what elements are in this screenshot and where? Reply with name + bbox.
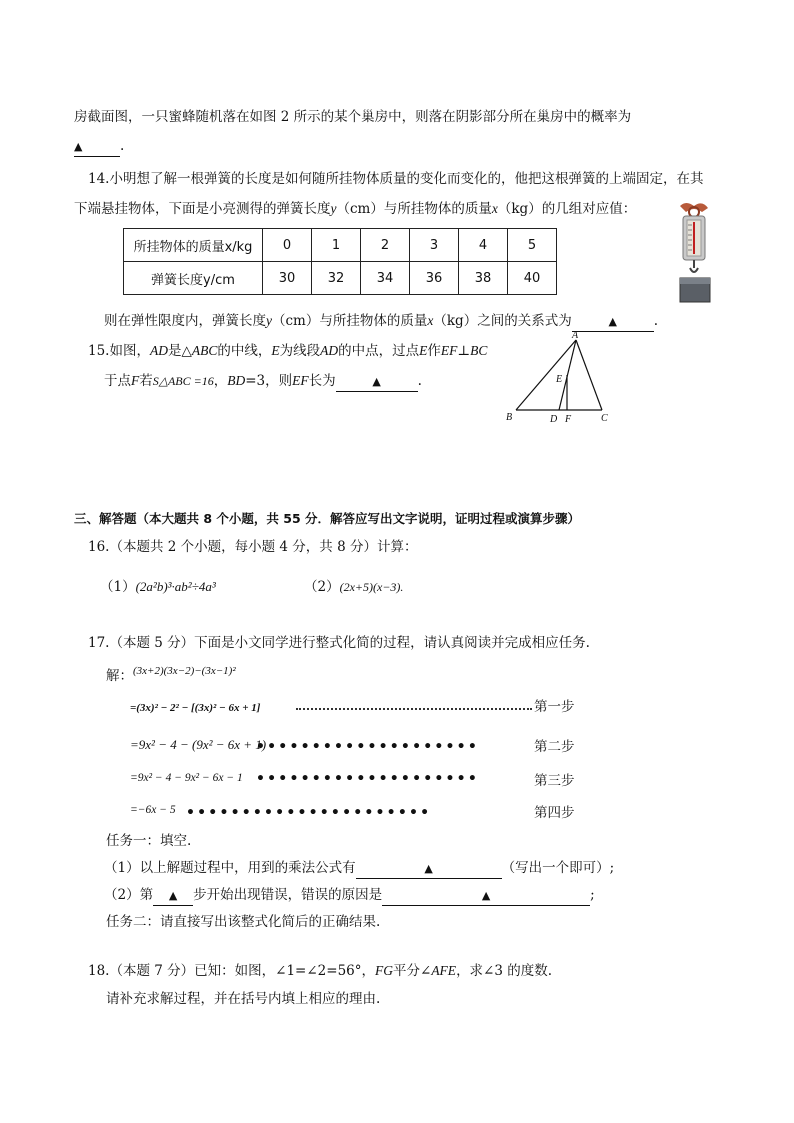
table-cell: 32 [312, 262, 361, 295]
q15-line1: 15.如图，AD是△ABC的中线，E为线段AD的中点，过点E作EF⊥BC [88, 343, 488, 359]
table-row [124, 262, 557, 295]
point-label-e: E [556, 374, 563, 385]
q18-line1: 18.（本题 7 分）已知：如图，∠1=∠2=56°，FG平分∠AFE，求∠3 的度数. [88, 963, 553, 979]
step-label: 第二步 [534, 739, 575, 755]
q17-task1-q2: （2）第 ▲ 步开始出现错误，错误的原因是 ▲ ; [104, 886, 595, 906]
q17-formula-blank[interactable] [356, 859, 502, 879]
table-header-length: 弹簧长度y/cm [124, 262, 263, 295]
table-cell: 36 [410, 262, 459, 295]
expression: (2a²b)³·ab²÷4a³ [135, 579, 216, 594]
q14-line2: 下端悬挂物体，下面是小亮测得的弹簧长度y（cm）与所挂物体的质量x（kg）的几组对应值： [74, 201, 637, 217]
expression: =−6x − 5 [130, 804, 176, 816]
spring-data-table [123, 228, 557, 295]
spring-scale-image [672, 200, 720, 304]
table-row [124, 229, 557, 262]
step-label: 第三步 [534, 773, 575, 789]
answer-triangle-icon: ▲ [168, 889, 178, 902]
table-cell: 4 [459, 229, 508, 262]
table-cell: 3 [410, 229, 459, 262]
area-expression: S△ABC =16 [152, 374, 214, 388]
vertex-label-c: C [601, 413, 608, 424]
q17-step4 [130, 800, 176, 819]
q14-line3: 则在弹性限度内，弹簧长度y（cm）与所挂物体的质量x（kg）之间的关系式为 ▲ . [104, 312, 658, 332]
table-cell: 38 [459, 262, 508, 295]
expression: (2x+5)(x−3). [339, 580, 404, 594]
vertex-label-b: B [506, 412, 513, 423]
q17-task2: 任务二：请直接写出该整式化简后的正确结果. [106, 914, 381, 930]
point-label-d: D [550, 414, 558, 425]
answer-triangle-icon: ▲ [372, 375, 381, 388]
q15-answer-blank[interactable] [336, 372, 418, 392]
q16-part1: （1）(2a²b)³·ab²÷4a³ [100, 579, 216, 595]
q13-line [74, 108, 631, 126]
q17-task1: 任务一：填空. [106, 833, 192, 849]
q18-line2: 请补充求解过程，并在括号内填上相应的理由. [106, 991, 381, 1007]
q17-task1-q1: （1）以上解题过程中，用到的乘法公式有 ▲ （写出一个即可）; [104, 859, 614, 879]
table-cell: 0 [263, 229, 312, 262]
q17-step-blank[interactable] [153, 886, 193, 906]
q13-answer-blank[interactable] [74, 137, 120, 157]
q17-solve-line: 解：$^{(3x+2)(3x-2)-(3x-1)^2}$ [106, 665, 236, 684]
q15-line2: 于点F若S△ABC =16，BD=3，则EF长为 ▲ . [104, 372, 422, 392]
step-label: 第一步 [534, 699, 575, 715]
table-cell: 34 [361, 262, 410, 295]
q13-answer-line: ▲ . [74, 137, 124, 157]
expression: =9x² − 4 − 9x² − 6x − 1 [130, 772, 243, 784]
answer-triangle-icon: ▲ [424, 862, 433, 875]
q13-text: 房截面图，一只蜜蜂随机落在如图 2 所示的某个巢房中，则落在阴影部分所在巢房中的概率为 [74, 109, 632, 125]
expression: =(3x)² − 2² − [(3x)² − 6x + 1] [130, 702, 261, 714]
answer-triangle-icon: ▲ [74, 140, 83, 153]
triangle-figure [500, 328, 620, 428]
answer-triangle-icon: ▲ [608, 315, 617, 328]
step-label: 第四步 [534, 805, 575, 821]
table-header-mass: 所挂物体的质量x/kg [124, 229, 263, 262]
dotted-leader: •••••••••••••••••••••• [186, 805, 432, 821]
q17-step3 [130, 768, 243, 787]
q16-title: 16.（本题共 2 个小题，每小题 4 分，共 8 分）计算： [88, 539, 418, 555]
answer-triangle-icon: ▲ [481, 889, 491, 902]
dotted-leader: •••••••••••••••••••• [256, 771, 479, 787]
expression: =9x² − 4 − (9x² − 6x + 1) [130, 737, 267, 752]
q17-reason-blank[interactable] [382, 886, 590, 906]
table-cell: 5 [508, 229, 557, 262]
q17-step1 [130, 698, 260, 717]
table-cell: 40 [508, 262, 557, 295]
q14-line1: 14.小明想了解一根弹簧的长度是如何随所挂物体质量的变化而变化的，他把这根弹簧的上端固定，在其 [88, 171, 704, 187]
section-heading: 三、解答题（本大题共 8 个小题，共 55 分．解答应写出文字说明，证明过程或演算步骤） [74, 511, 581, 526]
vertex-label-a: A [572, 330, 579, 341]
dotted-leader: •••••••••••••••••••• [256, 739, 479, 755]
table-cell: 1 [312, 229, 361, 262]
q16-part2: （2）(2x+5)(x−3). [304, 579, 404, 595]
q17-step2 [130, 736, 266, 754]
dotted-leader [296, 708, 532, 710]
q17-title: 17.（本题 5 分）下面是小文同学进行整式化简的过程，请认真阅读并完成相应任务. [88, 635, 590, 651]
table-cell: 2 [361, 229, 410, 262]
expression: (3x+2)(3x−2)−(3x−1)² [133, 665, 236, 677]
point-label-f: F [565, 414, 572, 425]
table-cell: 30 [263, 262, 312, 295]
